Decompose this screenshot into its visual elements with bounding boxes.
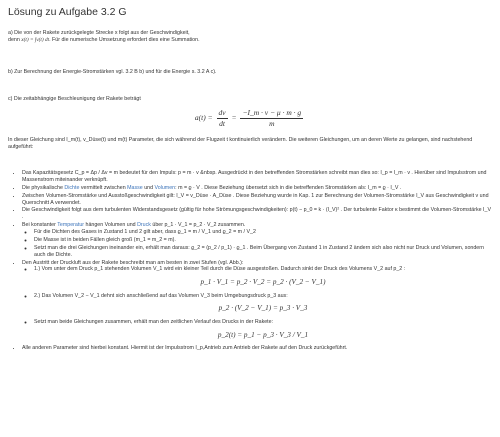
sub-list-item: ◦ 1.) Vom unter dem Druck p_1 stehenden Volumen V_1 wird ein kleiner Teil durch die Düse ausgestoßen. Dadurch sinkt der Druck des Volumens V_2 auf p_2 : p_1 · V_1 = p_2 · V_2 = p_2 · (V_2 − V_1) (34, 266, 492, 287)
list-item: • Zwischen Volumen-Stromstärke und Ausstoßgeschwindigkeit gilt: I_V = v_Düse · A_Düse . Diese Beziehung wurde in Kap. 1 zur Berechnung der Volumen-Stromstärke I_V aus Geschwindigkeit v und Querschnitt A verwendet. (22, 193, 492, 207)
list-item: • Die Geschwindigkeit folgt aus dem turbulenten Widerstandsgesetz (gültig für hohe Strömungsgeschwindigkeiten): p(t) − p_0 = k · (I_V)² . Der turbulente Faktor κ bestimmt die Volumen-Stromstärke I_V . (22, 207, 492, 221)
section-c-intro: c) Die zeitabhängige Beschleunigung der Rakete beträgt (8, 96, 141, 102)
list-item: • Den Austritt der Druckluft aus der Rakete beschreibt man am besten in zwei Stufen (vgl. Abb.): ◦ 1.) Vom unter dem Druck p_1 stehenden Volumen V_1 wird ein kleiner Teil durch die Düse ausgestoßen. Dadurch sinkt der Druck des Volumens V_2 auf p_2 : p_1 · V_1 = p_2 · V_2 = p_2 · (V_2 − V_1) ◦ 2.) Das Volumen V_2 − V_1 dehnt sich anschließend auf das Volumen V_3 beim Umgebungsdruck p_3 aus: p_2 · (V_2 − V_1) = p_3 · V_3 ◦ Setzt man beide Gleichungen zusammen, erhält man den zeitlichen Verlauf des Drucks in der Rakete: p_2(t) = p_1 − p_3 · V_3 / V_1 (22, 260, 492, 341)
list-item: • Bei konstanter Temperatur hängen Volumen und Druck über p_1 · V_1 = p_2 · V_2 zusammen. ◦ Für die Dichten des Gases in Zustand 1 und 2 gilt aber, dass ϱ_1 = m / V_1 und ϱ_2 = m / V_2 ◦ Die Masse ist in beiden Fällen gleich groß (m_1 = m_2 = m). ◦ Setzt man die drei Gleichungen ineinander ein, erhält man daraus: ϱ_2 = (p_2 / p_1) · ϱ_1 . Beim Übergang von Zustand 1 in Zustand 2 ändern sich also nicht nur Druck und Volumen, sondern auch die Dichte. (22, 222, 492, 258)
page-title: Lösung zu Aufgabe 3.2 G (8, 6, 127, 18)
section-c-paragraph: In dieser Gleichung sind I_m(t), v_Düse(t) und m(t) Parameter, die sich während der Flugzeit t kontinuierlich verändern. Die weiteren Gleichungen, um an deren Werte zu gelangen, sind nachstehend aufgeführt: (8, 137, 473, 150)
list-item: • Das Kapazitätsgesetz C_p = Δp / Δv = m bedeutet für den Impuls: p = m · v &nbsp. Ausgedrückt in den betreffenden Stromstärken schreibt man dies so: I_p = I_m · v . Hierüber sind Impulsstrom und Massenstrom miteinander verknüpft. (22, 170, 492, 184)
sub-list-item: ◦ Für die Dichten des Gases in Zustand 1 und 2 gilt aber, dass ϱ_1 = m / V_1 und ϱ_2 = m / V_2 (34, 229, 492, 236)
integral-formula: x(t) = ∫v(t) dt (21, 36, 50, 43)
link-masse[interactable]: Masse (127, 184, 143, 191)
sub-list-item: ◦ Die Masse ist in beiden Fällen gleich groß (m_1 = m_2 = m). (34, 237, 492, 244)
acceleration-equation: a(t) = $\frac{dv}{dt}$ = $\frac{-I\_m \cdot v - \mu \cdot m \cdot g}{m}$ (194, 108, 302, 128)
sub-list-item: ◦ 2.) Das Volumen V_2 − V_1 dehnt sich anschließend auf das Volumen V_3 beim Umgebungsdruck p_3 aus: p_2 · (V_2 − V_1) = p_3 · V_3 (34, 293, 492, 314)
link-dichte[interactable]: Dichte (64, 184, 80, 191)
sub-list-item: ◦ Setzt man die drei Gleichungen ineinander ein, erhält man daraus: ϱ_2 = (p_2 / p_1) · ϱ_1 . Beim Übergang von Zustand 1 in Zustand 2 ändern sich also nicht nur Druck und Volumen, sondern auch die Dichte. (34, 245, 492, 259)
link-temperatur[interactable]: Temperatur (57, 222, 85, 229)
pressure-equation-1: p_1 · V_1 = p_2 · V_2 = p_2 · (V_2 − V_1) (200, 278, 326, 287)
parameter-list (8, 170, 492, 353)
section-b: b) Zur Berechnung der Energie-Stromstärken vgl. 3.2 B b) und für die Energie s. 3.2 A c). (8, 69, 217, 75)
pressure-equation-3: p_2(t) = p_1 − p_3 · V_3 / V_1 (217, 330, 309, 339)
section-a-line1: a) Die von der Rakete zurückgelegte Strecke x folgt aus der Geschwindigkeit, (8, 30, 190, 36)
link-druck[interactable]: Druck (137, 222, 151, 229)
section-a-line2: denn x(t) = ∫v(t) dt. Für die numerische Umsetzung erfordert dies eine Summation. (8, 36, 200, 43)
section-a (8, 30, 492, 44)
list-item: • Die physikalische Dichte vermittelt zwischen Masse und Volumen: m = ϱ · V . Diese Beziehung übersetzt sich in die betreffenden Stromstärken als: I_m = ϱ · I_V . (22, 185, 492, 192)
list-item: • Alle anderen Parameter sind hierbei konstant. Hiermit ist der Impulsstrom I_p,Antrieb zum Antrieb der Rakete auf den Druck zurückgeführt. (22, 345, 492, 352)
pressure-equation-2: p_2 · (V_2 − V_1) = p_3 · V_3 (218, 304, 308, 313)
sub-list-item: ◦ Setzt man beide Gleichungen zusammen, erhält man den zeitlichen Verlauf des Drucks in der Rakete: p_2(t) = p_1 − p_3 · V_3 / V_1 (34, 319, 492, 340)
link-volumen[interactable]: Volumen (154, 184, 176, 191)
